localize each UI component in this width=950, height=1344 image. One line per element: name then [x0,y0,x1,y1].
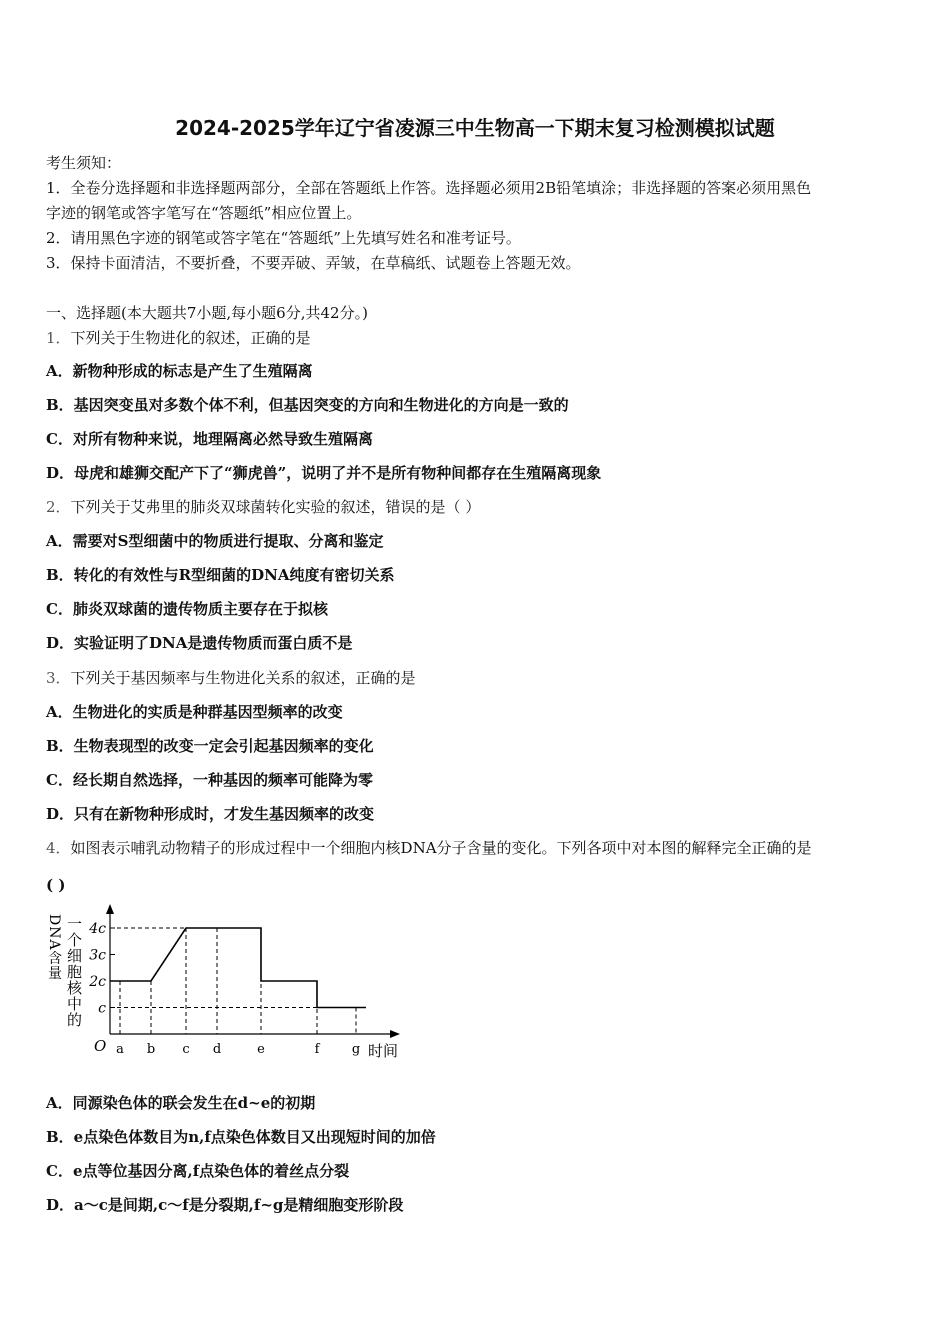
question-3 [46,669,904,687]
option: D．a～c是间期,c～f是分裂期,f~g是精细胞变形阶段 [46,1196,404,1214]
x-tick-label: a [116,1042,124,1057]
page-title: 2024-2025学年辽宁省凌源三中生物高一下期末复习检测模拟试题 [175,116,775,140]
y-tick-label: 4c [89,921,106,937]
x-tick-label: c [182,1042,190,1057]
option: D．母虎和雄狮交配产下了“狮虎兽”，说明了并不是所有物种间都存在生殖隔离现象 [46,464,602,482]
option: A．生物进化的实质是种群基因型频率的改变 [46,703,343,721]
dna-series-line [110,928,366,1008]
option: B．转化的有效性与R型细菌的DNA纯度有密切关系 [46,566,395,584]
y-tick-label: c [98,1000,106,1017]
y-tick-label: 2c [89,974,106,990]
x-tick-label: f [314,1042,320,1057]
option: B．生物表现型的改变一定会引起基因频率的变化 [46,737,374,755]
question-stem: 下列关于生物进化的叙述，正确的是 [70,329,311,347]
x-tick-label: b [146,1042,156,1057]
question-stem: 下列关于基因频率与生物进化关系的叙述，正确的是 [70,669,416,687]
notice-item: 3．保持卡面清洁，不要折叠，不要弄破、弄皱，在草稿纸、试题卷上答题无效。 [46,254,581,272]
x-axis-label: 时间 [368,1042,399,1060]
question-number: 4． [46,839,71,857]
question-stem-paren: ( ) [46,876,66,894]
y-tick-label: 3c [89,947,106,964]
x-tick-label: g [351,1042,361,1057]
notice-item: 1．全卷分选择题和非选择题两部分，全部在答题纸上作答。选择题必须用2B铅笔填涂；非选择题的答案必须用黑色 [46,179,812,197]
option: A．同源染色体的联会发生在d~e的初期 [46,1094,316,1112]
question-number: 1． [46,329,71,347]
origin-label: O [94,1037,107,1055]
option: C．肺炎双球菌的遗传物质主要存在于拟核 [46,600,328,618]
notice-heading: 考生须知： [46,154,122,172]
question-number: 2． [46,498,71,516]
option: A．新物种形成的标志是产生了生殖隔离 [46,362,313,380]
notice-item: 2．请用黑色字迹的钢笔或答字笔在“答题纸”上先填写姓名和准考证号。 [46,229,521,247]
question-number: 3． [46,669,71,687]
question-1 [46,329,904,347]
option: C．经长期自然选择，一种基因的频率可能降为零 [46,771,373,789]
x-axis-arrow [390,1030,400,1038]
option: D．实验证明了DNA是遗传物质而蛋白质不是 [46,634,353,652]
section-heading: 一、选择题(本大题共7小题,每小题6分,共42分。) [46,304,368,322]
x-tick-label: d [212,1042,222,1057]
option: B．e点染色体数目为n,f点染色体数目又出现短时间的加倍 [46,1128,436,1146]
y-axis-label-part1: 一个细胞核中的 [65,916,83,1028]
option: A．需要对S型细菌中的物质进行提取、分离和鉴定 [46,532,384,550]
option: C．e点等位基因分离,f点染色体的着丝点分裂 [46,1162,350,1180]
y-axis-label-part2: DNA含量 [46,914,62,981]
x-tick-label: e [257,1042,265,1057]
question-2 [46,498,904,516]
question-stem: 下列关于艾弗里的肺炎双球菌转化实验的叙述，错误的是（ ） [70,498,481,516]
option: B．基因突变虽对多数个体不利，但基因突变的方向和生物进化的方向是一致的 [46,396,569,414]
notice-item: 字迹的钢笔或答字笔写在“答题纸”相应位置上。 [46,204,362,222]
dna-content-chart [40,898,420,1068]
option: D．只有在新物种形成时，才发生基因频率的改变 [46,805,375,823]
y-axis-arrow [106,904,114,914]
option: C．对所有物种来说，地理隔离必然导致生殖隔离 [46,430,373,448]
question-4 [46,839,904,857]
question-stem: 如图表示哺乳动物精子的形成过程中一个细胞内核DNA分子含量的变化。下列各项中对本图的解释完全正确的是 [70,839,812,857]
